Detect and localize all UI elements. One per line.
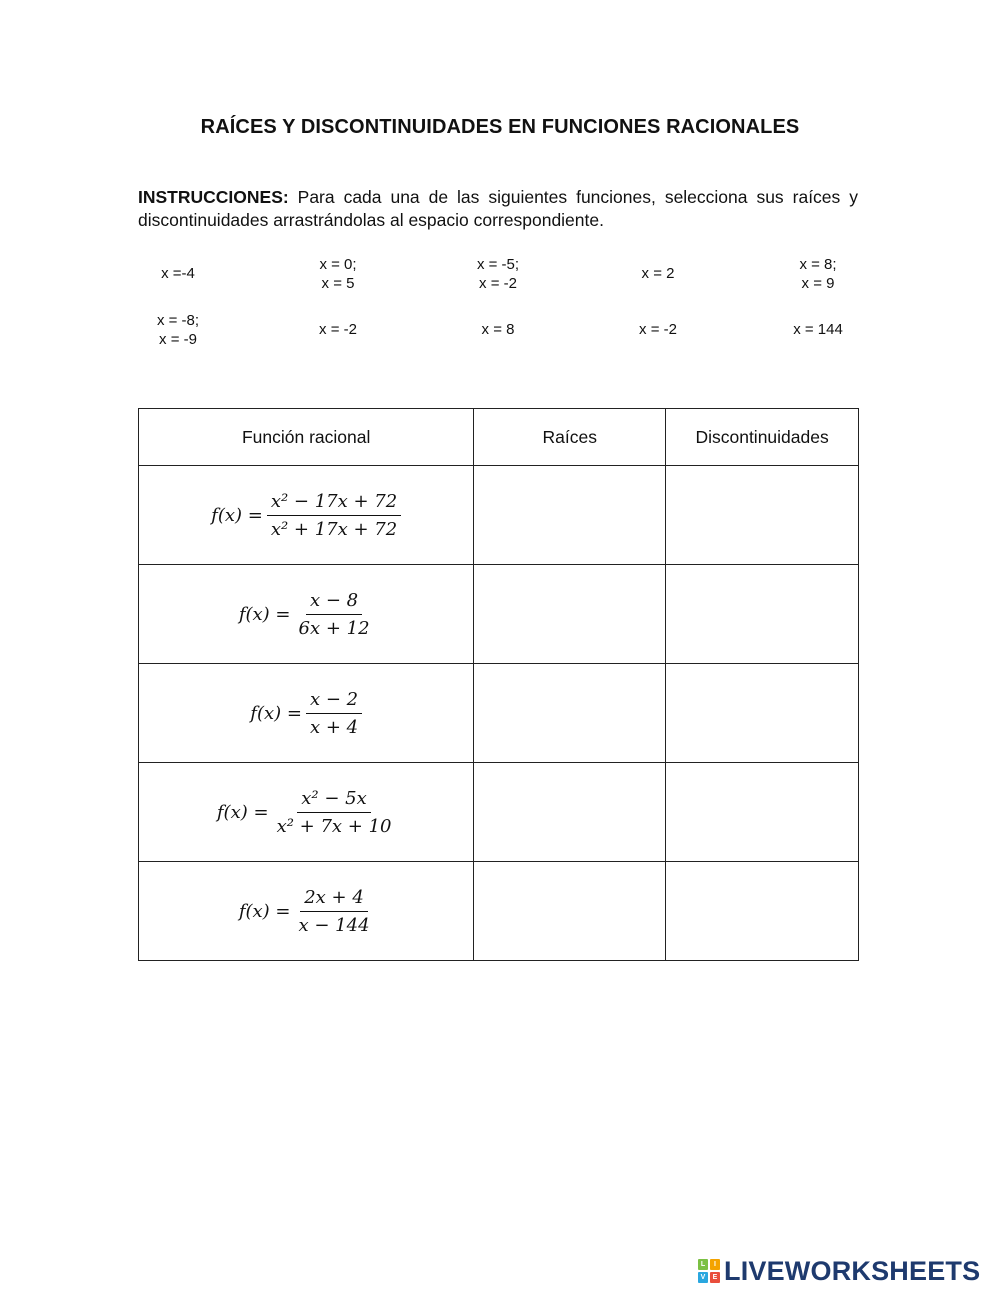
logo-text: LIVEWORKSHEETS (724, 1255, 981, 1286)
numerator: x − 8 (306, 590, 362, 615)
formula-lhs: f(x) = (211, 504, 263, 526)
formula-lhs: f(x) = (216, 801, 269, 823)
fraction (273, 788, 396, 837)
option-line1: x =-4 (161, 265, 195, 282)
option-chip[interactable] (743, 255, 893, 293)
table-row (139, 565, 859, 664)
discontinuities-drop-zone[interactable] (666, 466, 859, 565)
roots-drop-zone[interactable] (474, 565, 666, 664)
logo-mark-tile: E (710, 1272, 720, 1283)
option-line1: x = 8 (481, 321, 515, 338)
option-chip[interactable] (423, 320, 573, 339)
table-row (139, 664, 859, 763)
denominator: x² + 7x + 10 (276, 815, 392, 837)
option-chip[interactable] (743, 320, 893, 339)
function-cell (139, 466, 474, 565)
logo-mark-tile: L (698, 1259, 708, 1270)
formula-lhs: f(x) = (238, 603, 291, 625)
discontinuities-drop-zone[interactable] (666, 565, 859, 664)
option-line2: x = 9 (801, 275, 835, 292)
option-chip[interactable] (263, 320, 413, 339)
table-row (139, 466, 859, 565)
header-funcion: Función racional (139, 409, 474, 466)
option-chip[interactable] (583, 320, 733, 339)
option-line2: x = -2 (479, 275, 517, 292)
option-chip[interactable] (583, 264, 733, 283)
logo-mark-icon (698, 1259, 720, 1283)
function-formula (239, 887, 374, 936)
liveworksheets-logo (698, 1256, 980, 1286)
function-formula (217, 788, 396, 837)
numerator: x² − 5x (297, 788, 371, 813)
roots-drop-zone[interactable] (474, 862, 666, 961)
function-formula (250, 689, 362, 738)
header-discontinuidades: Discontinuidades (666, 409, 859, 466)
fraction (267, 491, 401, 540)
header-raices: Raíces (474, 409, 666, 466)
option-chip[interactable] (103, 264, 253, 283)
option-line2: x = -9 (159, 331, 197, 348)
denominator: x − 144 (298, 914, 370, 936)
function-cell (139, 664, 474, 763)
discontinuities-drop-zone[interactable] (666, 664, 859, 763)
page-title: RAÍCES Y DISCONTINUIDADES EN FUNCIONES RACIONALES (200, 116, 800, 138)
option-line1: x = 2 (641, 265, 675, 282)
fraction (306, 689, 362, 738)
table-row (139, 763, 859, 862)
instructions-text: Para cada una de las siguientes funciones, selecciona sus raíces y discontinuidades arrastrándolas al espacio correspondiente. (138, 187, 858, 230)
instructions (138, 186, 858, 232)
option-line2: x = 5 (321, 275, 355, 292)
option-chip[interactable] (103, 311, 253, 349)
denominator: x² + 17x + 72 (270, 518, 398, 540)
function-cell (139, 763, 474, 862)
discontinuities-drop-zone[interactable] (666, 862, 859, 961)
function-cell (139, 565, 474, 664)
option-line1: x = -2 (319, 321, 357, 338)
numerator: x² − 17x + 72 (267, 491, 401, 516)
table-row (139, 862, 859, 961)
instructions-label: INSTRUCCIONES: (138, 187, 289, 207)
option-chip[interactable] (263, 255, 413, 293)
fraction (295, 887, 374, 936)
denominator: x + 4 (309, 716, 359, 738)
option-line1: x = -5; (476, 256, 520, 273)
option-line1: x = 0; (319, 256, 357, 273)
functions-table (138, 408, 859, 961)
numerator: x − 2 (306, 689, 362, 714)
option-line1: x = 144 (793, 321, 843, 338)
logo-mark-tile: I (710, 1259, 720, 1270)
logo-mark-tile: V (698, 1272, 708, 1283)
denominator: 6x + 12 (298, 617, 370, 639)
function-cell (139, 862, 474, 961)
numerator: 2x + 4 (300, 887, 368, 912)
function-formula (211, 491, 401, 540)
option-line1: x = -2 (639, 321, 677, 338)
option-line1: x = -8; (156, 312, 200, 329)
function-formula (239, 590, 374, 639)
option-chip[interactable] (423, 255, 573, 293)
roots-drop-zone[interactable] (474, 763, 666, 862)
option-line1: x = 8; (799, 256, 837, 273)
table-header-row (139, 409, 859, 466)
formula-lhs: f(x) = (250, 702, 302, 724)
roots-drop-zone[interactable] (474, 466, 666, 565)
formula-lhs: f(x) = (238, 900, 291, 922)
roots-drop-zone[interactable] (474, 664, 666, 763)
fraction (295, 590, 374, 639)
discontinuities-drop-zone[interactable] (666, 763, 859, 862)
